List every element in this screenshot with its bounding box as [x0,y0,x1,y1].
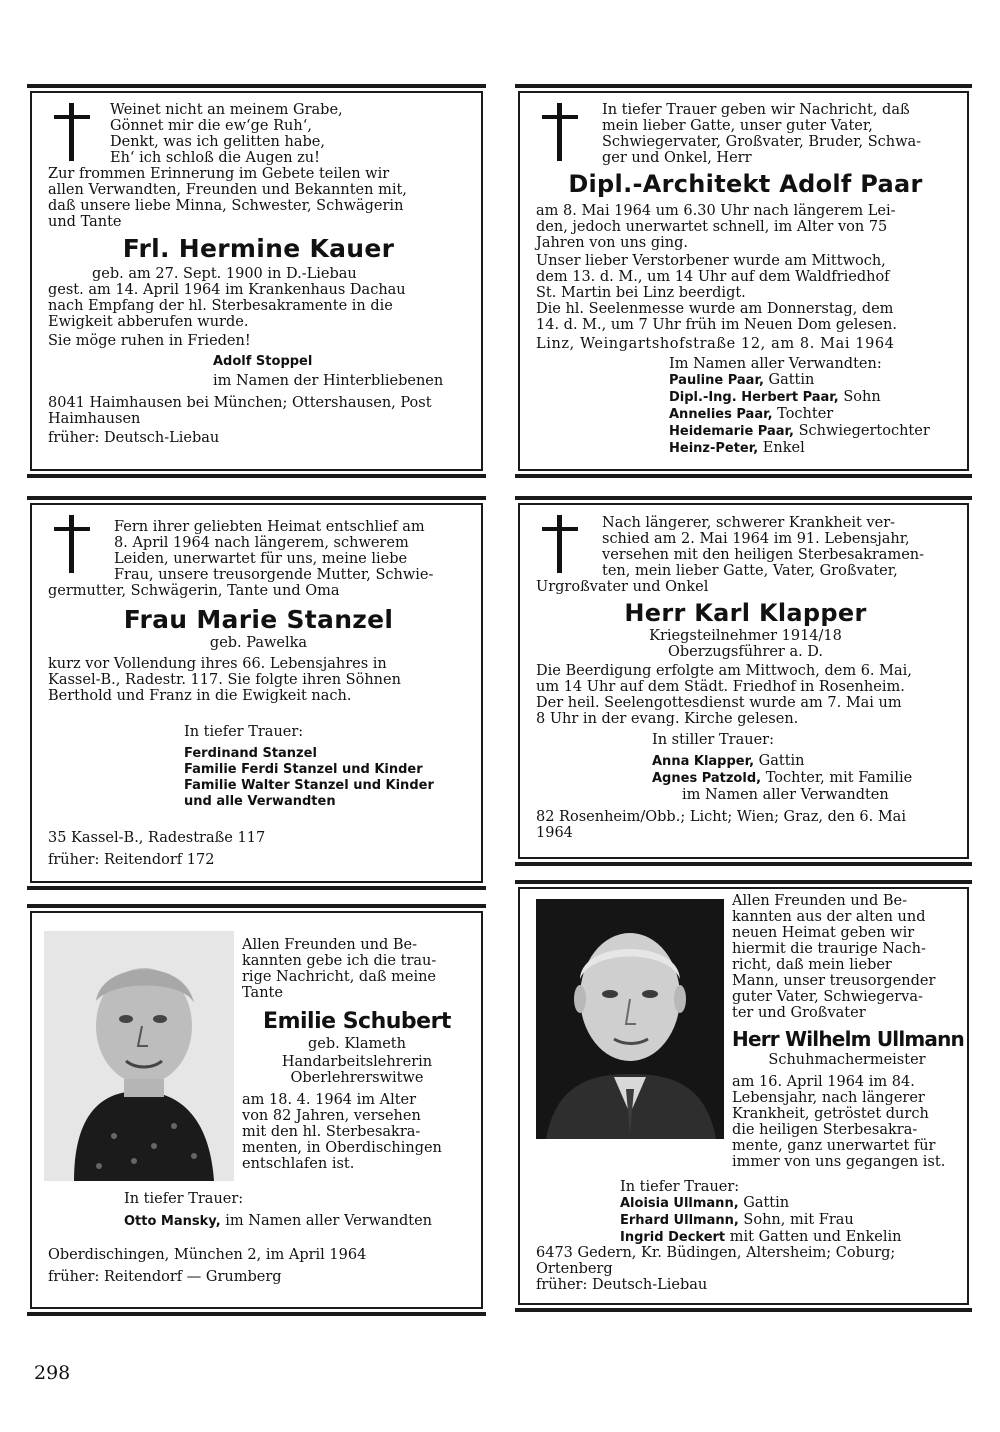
mourners-header: Im Namen aller Verwandten: [669,356,882,372]
mourner-name: Dipl.-Ing. Herbert Paar, [669,390,839,405]
mourner-name: Pauline Paar, [669,373,764,388]
address-line: 82 Rosenheim/Obb.; Licht; Wien; Graz, den 6. Mai [536,809,906,825]
intro-line: Mann, unser treusorgender [732,973,936,989]
deceased-name: Frl. Hermine Kauer [122,234,395,263]
mourners-header: In tiefer Trauer: [184,724,304,740]
mourner-name: Agnes Patzold, [652,771,762,786]
mourner-line [669,423,955,440]
body-line: kurz vor Vollendung ihres 66. Lebensjahres in [48,656,387,672]
formerly-line: früher: Deutsch-Liebau [536,1277,708,1293]
body-line: Jahren von uns ging. [536,235,689,251]
body-line: Die hl. Seelenmesse wurde am Donnerstag, dem [536,301,894,317]
birth-line: geb. am 27. Sept. 1900 in D.-Liebau [92,266,357,282]
body-line: Berthold und Franz in die Ewigkeit nach. [48,688,352,704]
body-line: die heiligen Sterbesakra- [732,1122,918,1138]
signer-line [124,1213,432,1230]
portrait-woman-image [44,931,234,1181]
mourner-relation: Sohn [843,389,881,405]
mourner-name: Ingrid Deckert [620,1230,726,1245]
intro-line: Nach längerer, schwerer Krankheit ver- [602,515,896,531]
mourner-relation: Gattin [768,372,815,388]
mourner-line [620,1229,901,1246]
body-line: um 14 Uhr auf dem Städt. Friedhof in Rosenheim. [536,679,905,695]
signer-note: im Namen aller Verwandten [225,1213,433,1229]
address-line: 35 Kassel-B., Radestraße 117 [48,830,266,846]
mourner-line [669,406,955,423]
obituary-hermine-kauer [30,91,483,471]
intro-line: Allen Freunden und Be- [242,937,418,953]
mourner-name: Annelies Paar, [669,407,773,422]
mourners-header: In stiller Trauer: [652,732,774,748]
mourner-line [669,389,955,406]
mourner-name: Heinz-Peter, [669,441,759,456]
intro-line: Fern ihrer geliebten Heimat entschlief am [114,519,425,535]
page-number: 298 [34,1362,71,1384]
place-date-line: Linz, Weingartshofstraße 12, am 8. Mai 1964 [536,336,895,352]
intro-line: allen Verwandten, Freunden und Bekannten mit, [48,182,407,198]
obituary-marie-stanzel [30,503,483,883]
body-line: St. Martin bei Linz beerdigt. [536,285,746,301]
address-line: 8041 Haimhausen bei München; Ottershausen, Post [48,395,432,411]
intro-line: schied am 2. Mai 1964 im 91. Lebensjahr, [602,531,910,547]
cross-icon [54,515,90,573]
title-line: Oberzugsführer a. D. [667,644,824,660]
mourner-name: Aloisia Ullmann, [620,1196,739,1211]
mourner-relation: Gattin [758,753,805,769]
address-line: Ortenberg [536,1261,613,1277]
intro-line: Leiden, unerwartet für uns, meine liebe [114,551,408,567]
signer-name: Otto Mansky, [124,1214,221,1229]
mourners-header: In tiefer Trauer: [124,1191,244,1207]
intro-line: kannten gebe ich die trau- [242,953,437,969]
mourner-relation: Tochter, mit Familie [765,770,913,786]
mourner-line [652,753,955,770]
body-line: Kassel-B., Radestr. 117. Sie folgte ihren Söhnen [48,672,401,688]
address-line: Haimhausen [48,411,141,427]
death-line: gest. am 14. April 1964 im Krankenhaus Dachau [48,282,406,298]
body-line: 8 Uhr in der evang. Kirche gelesen. [536,711,799,727]
deceased-name: Dipl.-Architekt Adolf Paar [568,170,923,198]
rest-line: Sie möge ruhen in Frieden! [48,333,251,349]
mourner-line [652,770,955,787]
signer-name: Adolf Stoppel [213,354,313,369]
mourner-name: Heidemarie Paar, [669,424,794,439]
body-line: entschlafen ist. [242,1156,355,1172]
mourner-line: Familie Ferdi Stanzel und Kinder [184,762,423,777]
body-line: 14. d. M., um 7 Uhr früh im Neuen Dom gelesen. [536,317,897,333]
mourner-name: Erhard Ullmann, [620,1213,739,1228]
mourner-name: Anna Klapper, [652,754,755,769]
formerly-line: früher: Reitendorf — Grumberg [48,1269,282,1285]
intro-line: neuen Heimat geben wir [732,925,915,941]
address-line: 6473 Gedern, Kr. Büdingen, Altersheim; Coburg; [536,1245,896,1261]
intro-line: versehen mit den heiligen Sterbesakramen- [602,547,925,563]
mourner-line: und alle Verwandten [184,794,336,809]
mourner-line: Ferdinand Stanzel [184,746,317,761]
intro-line: guter Vater, Schwiegerva- [732,989,923,1005]
intro-line: In tiefer Trauer geben wir Nachricht, daß [602,102,910,118]
formerly-line: früher: Deutsch-Liebau [48,430,220,446]
title-line: Kriegsteilnehmer 1914/18 [649,628,842,644]
intro-line: ten, mein lieber Gatte, Vater, Großvater, [602,563,898,579]
mourner-line [620,1212,901,1229]
deceased-name: Herr Karl Klapper [624,599,867,627]
intro-line: ger und Onkel, Herr [602,150,752,166]
intro-line: Urgroßvater und Onkel [536,579,709,595]
verse-line: Eh‘ ich schloß die Augen zu! [110,150,320,166]
body-line: Lebensjahr, nach längerer [732,1090,925,1106]
verse-line: Weinet nicht an meinem Grabe, [110,102,343,118]
portrait-man-image [536,899,724,1139]
intro-line: Tante [242,985,283,1001]
title-line: Handarbeitslehrerin [281,1054,433,1070]
address-line: Oberdischingen, München 2, im April 1964 [48,1247,367,1263]
mourner-relation: mit Gatten und Enkelin [729,1229,902,1245]
maiden-name: geb. Klameth [308,1036,406,1052]
intro-line: hiermit die traurige Nach- [732,941,926,957]
portrait-photo [536,899,724,1139]
obituary-emilie-schubert [30,911,483,1309]
mourner-relation: Sohn, mit Frau [743,1212,854,1228]
body-line: menten, in Oberdischingen [242,1140,442,1156]
intro-line: Frau, unsere treusorgende Mutter, Schwie- [114,567,434,583]
mourner-relation: Schwiegertochter [798,423,930,439]
mourners-header: In tiefer Trauer: [620,1179,740,1195]
body-line: immer von uns gegangen ist. [732,1154,946,1170]
intro-line: germutter, Schwägerin, Tante und Oma [48,583,340,599]
intro-line: richt, daß mein lieber [732,957,892,973]
deceased-name: Frau Marie Stanzel [123,605,394,634]
obituary-wilhelm-ullmann [518,887,969,1305]
body-line: am 8. Mai 1964 um 6.30 Uhr nach längerem Lei- [536,203,896,219]
cross-icon [542,515,578,573]
mourner-line: im Namen aller Verwandten [682,787,889,803]
body-line: Krankheit, getröstet durch [732,1106,929,1122]
deceased-name: Emilie Schubert [263,1009,451,1034]
sacrament-line: nach Empfang der hl. Sterbesakramente in die [48,298,393,314]
body-line: dem 13. d. M., um 14 Uhr auf dem Waldfriedhof [536,269,890,285]
verse-line: Gönnet mir die ew‘ge Ruh‘, [110,118,312,134]
portrait-photo [44,931,234,1181]
formerly-line: früher: Reitendorf 172 [48,852,215,868]
address-line: 1964 [536,825,573,841]
title-line: Schuhmachermeister [768,1052,926,1068]
obituary-adolf-paar [518,91,969,471]
intro-line: daß unsere liebe Minna, Schwester, Schwägerin [48,198,404,214]
signer-note: im Namen der Hinterbliebenen [213,373,444,389]
mourner-line [669,372,955,389]
body-line: Die Beerdigung erfolgte am Mittwoch, dem 6. Mai, [536,663,912,679]
intro-line: Allen Freunden und Be- [732,893,908,909]
body-line: Unser lieber Verstorbener wurde am Mittwoch, [536,253,886,269]
intro-line: 8. April 1964 nach längerem, schwerem [114,535,409,551]
mourner-line [620,1195,901,1212]
body-line: mente, ganz unerwartet für [732,1138,936,1154]
body-line: am 18. 4. 1964 im Alter [242,1092,417,1108]
body-line: Der heil. Seelengottesdienst wurde am 7. Mai um [536,695,902,711]
body-line: den, jedoch unerwartet schnell, im Alter von 75 [536,219,888,235]
intro-line: ter und Großvater [732,1005,866,1021]
mourner-line [669,440,955,457]
mourner-line: Familie Walter Stanzel und Kinder [184,778,434,793]
sacrament-line: Ewigkeit abberufen wurde. [48,314,249,330]
intro-line: kannten aus der alten und [732,909,926,925]
maiden-name: geb. Pawelka [209,635,308,651]
mourner-relation: Tochter [777,406,834,422]
intro-line: und Tante [48,214,122,230]
mourner-relation: Gattin [743,1195,790,1211]
body-line: mit den hl. Sterbesakra- [242,1124,421,1140]
intro-line: mein lieber Gatte, unser guter Vater, [602,118,873,134]
body-line: von 82 Jahren, versehen [242,1108,421,1124]
cross-icon [542,103,578,161]
verse-line: Denkt, was ich gelitten habe, [110,134,325,150]
cross-icon [54,103,90,161]
title-line: Oberlehrerswitwe [290,1070,424,1086]
obituary-karl-klapper [518,503,969,859]
mourner-relation: Enkel [762,440,805,456]
body-line: am 16. April 1964 im 84. [732,1074,915,1090]
deceased-name: Herr Wilhelm Ullmann [732,1027,964,1051]
intro-line: Schwiegervater, Großvater, Bruder, Schwa- [602,134,922,150]
intro-line: rige Nachricht, daß meine [242,969,437,985]
intro-line: Zur frommen Erinnerung im Gebete teilen wir [48,166,390,182]
